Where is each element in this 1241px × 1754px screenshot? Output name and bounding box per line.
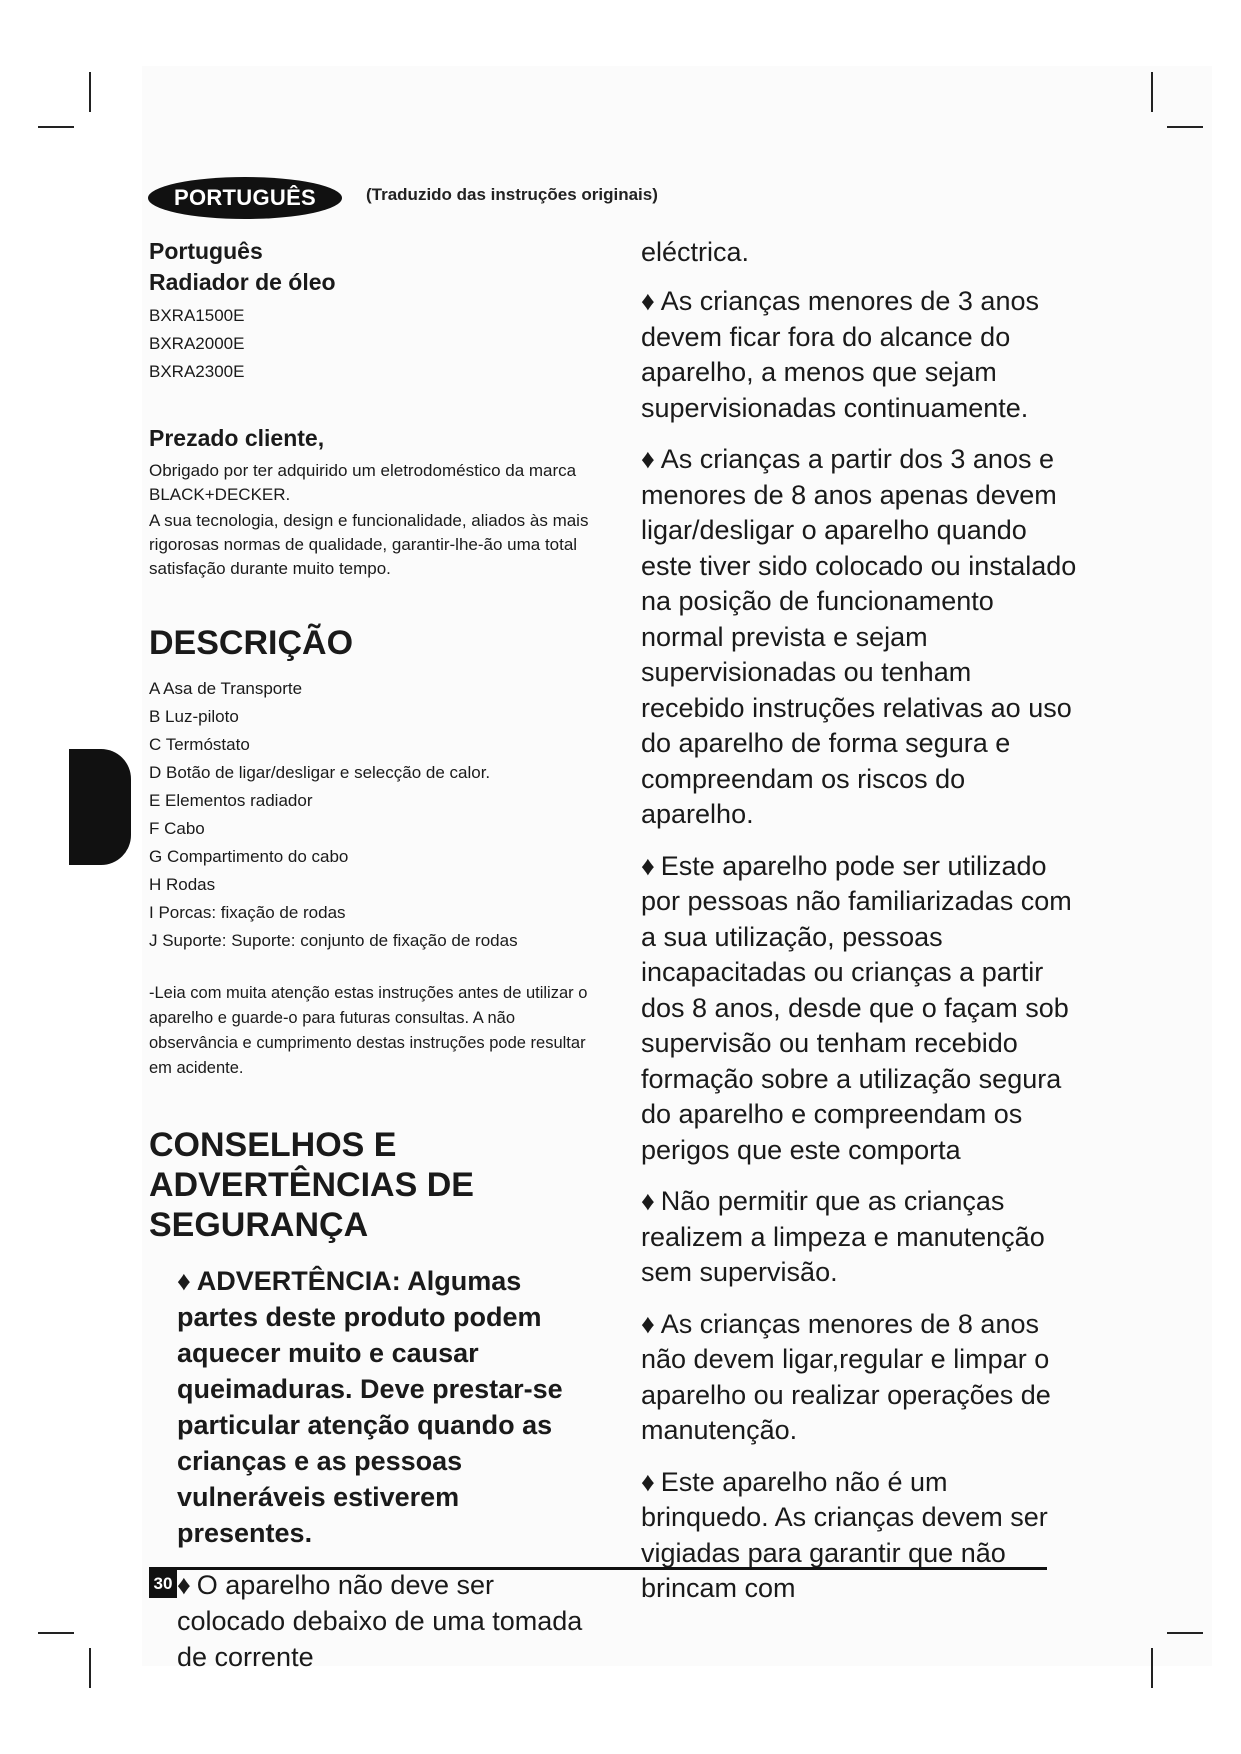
continuation-text: eléctrica.	[641, 237, 750, 267]
page-number: 30	[149, 1570, 177, 1598]
safety-bullet-text: Este aparelho não é um brinquedo. As crianças devem ser vigiadas para garantir que não brincam com	[641, 1466, 1048, 1603]
left-column	[149, 236, 599, 1691]
safety-bullet-text: As crianças menores de 8 anos não devem ligar,regular e limpar o aparelho ou realizar operações de manutenção.	[641, 1308, 1051, 1445]
crop-mark-br-h	[1167, 1632, 1203, 1634]
diamond-bullet-icon: ♦	[641, 444, 655, 474]
parts-list	[149, 675, 599, 955]
list-item: C Termóstato	[149, 735, 250, 754]
diamond-bullet-icon: ♦	[641, 286, 655, 316]
list-item: B Luz-piloto	[149, 707, 239, 726]
language-heading: Português	[149, 238, 263, 264]
safety-bullet-text: O aparelho não deve ser colocado debaixo de uma tomada de corrente	[177, 1570, 583, 1672]
model-code: BXRA1500E	[149, 306, 245, 325]
diamond-bullet-icon: ♦	[641, 1308, 655, 1339]
model-code: BXRA2300E	[149, 362, 245, 381]
footer-rule	[149, 1567, 1047, 1570]
crop-mark-tr-h	[1167, 126, 1203, 128]
safety-heading: CONSELHOS E ADVERTÊNCIAS DE SEGURANÇA	[149, 1126, 474, 1244]
safety-bullet-text: Este aparelho pode ser utilizado por pessoas não familiarizadas com a sua utilização, pessoas incapacitadas ou crianças a partir dos 8 anos, desde que o façam sob supervisão ou tenham recebido formação sobre a utilização segura do aparelho e compreendam os perigos que este comporta	[641, 850, 1072, 1165]
safety-bullet	[641, 849, 1081, 1169]
list-item: I Porcas: fixação de rodas	[149, 903, 346, 922]
safety-bullet	[641, 284, 1081, 426]
safety-bullet-text: As crianças menores de 3 anos devem ficar fora do alcance do aparelho, a menos que sejam supervisionadas continuamente.	[641, 286, 1039, 423]
crop-mark-br-v	[1151, 1648, 1153, 1688]
diamond-bullet-icon: ♦	[641, 1466, 655, 1497]
intro-paragraph: Obrigado por ter adquirido um eletrodoméstico da marca BLACK+DECKER.	[149, 461, 577, 504]
safety-bullet	[641, 1307, 1081, 1449]
diamond-bullet-icon: ♦	[641, 1186, 655, 1216]
safety-bullet-text: Não permitir que as crianças realizem a limpeza e manutenção sem supervisão.	[641, 1186, 1045, 1287]
product-heading: Radiador de óleo	[149, 269, 336, 295]
right-column	[641, 234, 1081, 1623]
safety-bullet-text: As crianças a partir dos 3 anos e menores de 8 anos apenas devem ligar/desligar o aparelho quando este tiver sido colocado ou instalado na posição de funcionamento normal prevista e sejam supervisionadas ou tenham recebido instruções relativas ao uso do aparelho de forma segura e compreendam os riscos do aparelho.	[641, 444, 1077, 829]
crop-mark-bl-h	[38, 1632, 74, 1634]
list-item: H Rodas	[149, 875, 216, 894]
greeting-heading: Prezado cliente,	[149, 425, 325, 451]
crop-mark-tl-v	[89, 72, 91, 112]
model-list	[149, 302, 599, 386]
crop-mark-tr-v	[1151, 72, 1153, 112]
model-code: BXRA2000E	[149, 334, 245, 353]
safety-bullet	[641, 1184, 1081, 1291]
list-item: D Botão de ligar/desligar e selecção de calor.	[149, 763, 491, 782]
safety-bullet	[641, 1465, 1081, 1607]
list-item: G Compartimento do cabo	[149, 847, 349, 866]
read-instructions-notice: -Leia com muita atenção estas instruções antes de utilizar o aparelho e guarde-o para futuras consultas. A não observância e cumprimento destas instruções pode resultar em acidente.	[149, 984, 588, 1077]
list-item: J Suporte: Suporte: conjunto de fixação de rodas	[149, 931, 518, 950]
translation-subtitle: (Traduzido das instruções originais)	[366, 185, 658, 204]
safety-bullet	[177, 1567, 599, 1675]
intro-paragraph: A sua tecnologia, design e funcionalidade, aliados às mais rigorosas normas de qualidade, garantir-lhe-ão uma total satisfação durante muito tempo.	[149, 511, 589, 578]
diamond-bullet-icon: ♦	[177, 1266, 191, 1296]
list-item: E Elementos radiador	[149, 791, 313, 810]
list-item: A Asa de Transporte	[149, 679, 303, 698]
language-badge: PORTUGUÊS	[148, 177, 342, 219]
safety-bullet	[641, 442, 1081, 833]
warning-text: ADVERTÊNCIA: Algumas partes deste produto podem aquecer muito e causar queimaduras. Deve prestar-se particular atenção quando as crianças e as pessoas vulneráveis estiverem presentes.	[177, 1266, 563, 1548]
diamond-bullet-icon: ♦	[177, 1570, 191, 1600]
diamond-bullet-icon: ♦	[641, 850, 655, 881]
list-item: F Cabo	[149, 819, 205, 838]
crop-mark-tl-h	[38, 126, 74, 128]
description-heading: DESCRIÇÃO	[149, 624, 354, 662]
warning-bullet	[177, 1263, 599, 1551]
section-side-tab	[69, 749, 131, 865]
crop-mark-bl-v	[89, 1648, 91, 1688]
